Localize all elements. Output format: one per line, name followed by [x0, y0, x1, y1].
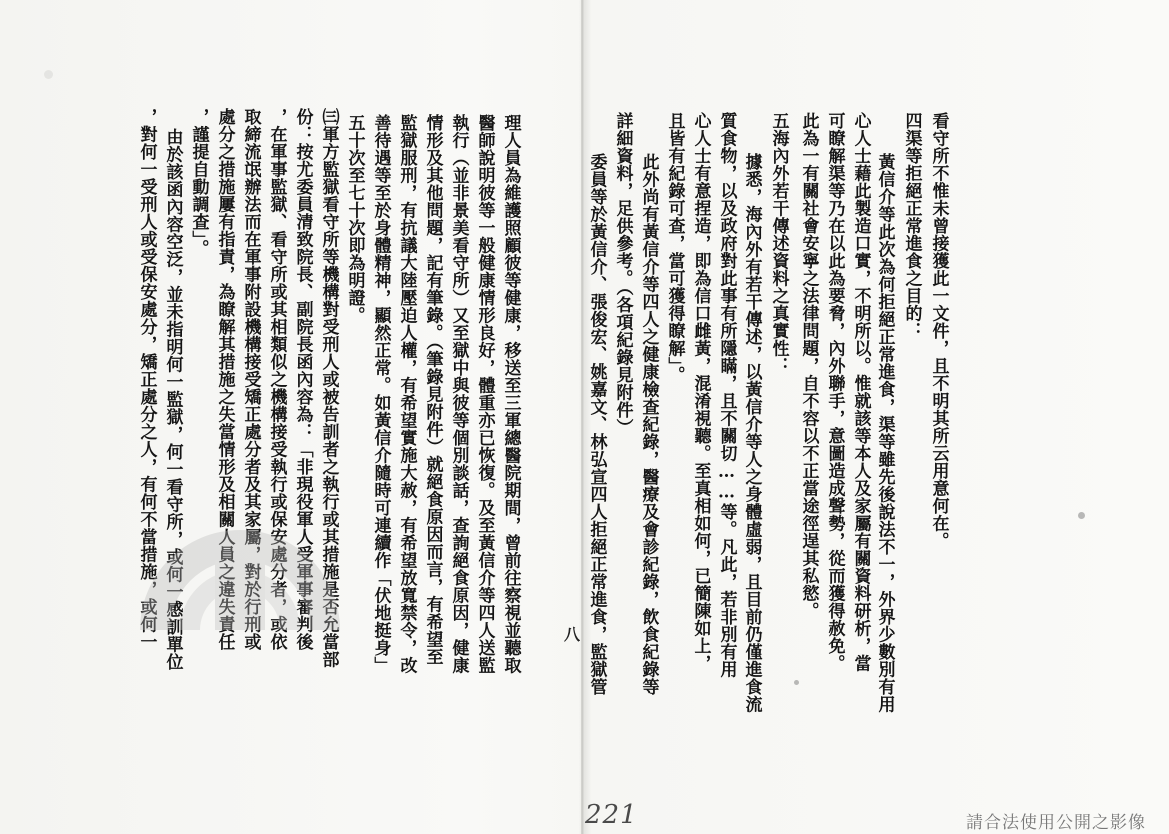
text-column: 監獄服刑，有抗議大陸壓迫人權，有希望實施大赦，有希望放寬禁令，改 — [396, 114, 417, 674]
text-column: 此外尚有黃信介等四人之健康檢查紀錄，醫療及會診紀錄，飲食紀錄等 — [638, 153, 659, 696]
text-column: 善待遇等至於身體精神，顯然正常。如黃信介隨時可連續作「伏地挺身」 — [370, 114, 391, 674]
faint-seal-watermark — [120, 520, 360, 640]
text-column: ，對何一受刑人或受保安處分，矯正處分之人，有何不當措施，或何一 — [136, 108, 157, 651]
handwritten-page-number: 221 — [585, 800, 638, 830]
text-column: 由於該函內容空泛，並未指明何一監獄，何一看守所，或何一感訓單位 — [162, 128, 183, 671]
text-column: 看守所不惟未曾接獲此一文件，且不明其所云用意何在。 — [928, 112, 949, 550]
left-page — [0, 0, 583, 834]
text-column: 情形及其他問題，記有筆錄。（筆錄見附件）就絕食原因而言，有希望至 — [422, 114, 443, 666]
scan-speck — [794, 680, 799, 685]
text-column: 處分之措施屢有指責，為瞭解其措施之失當情形及相關人員之違失責任 — [214, 108, 235, 651]
text-column: ，在軍事監獄、看守所或其相類似之機構接受執行或保安處分者，或依 — [266, 108, 287, 651]
text-column: 執行（並非景美看守所）又至獄中與彼等個別談話，查詢絕食原因，健康 — [448, 114, 469, 674]
right-page — [584, 0, 1169, 834]
text-column: 質食物，以及政府對此事有所隱瞞，且不關切……等。凡此，若非別有用 — [716, 112, 737, 678]
text-column: 可瞭解渠等乃在以此為要脅，內外聯手，意圖造成聲勢，從而獲得赦免。 — [824, 112, 845, 672]
section-heading: 五海內外若干傳述資料之真實性： — [768, 112, 789, 375]
text-column: 委員等於黃信介、張俊宏、姚嘉文、林弘宣四人拒絕正常進食，監獄管 — [586, 153, 607, 696]
text-column: 據悉，海內外有若干傳述，以黃信介等人之身體虛弱，且目前仍僅進食流 — [741, 153, 762, 713]
page-number: 八 — [564, 625, 581, 644]
scan-speck — [1078, 512, 1085, 519]
text-column: 理人員為維護照顧彼等健康，移送至三軍總醫院期間，曾前往察視並聽取 — [500, 114, 521, 674]
text-column: ，謹提自動調查」。 — [188, 108, 209, 257]
text-column: 取締流氓辦法而在軍事附設機構接受矯正處分者及其家屬，對於行刑或 — [240, 108, 261, 651]
text-column: 心人士有意捏造，即為信口雌黃，混淆視聽。至真相如何，已簡陳如上， — [690, 112, 711, 672]
section-heading: 四渠等拒絕正常進食之目的： — [901, 112, 922, 340]
usage-watermark: 請合法使用公開之影像 — [966, 813, 1146, 833]
text-column: 且皆有紀錄可查，當可獲得瞭解」。 — [664, 112, 685, 384]
text-column: 詳細資料，足供參考。（各項紀錄見附件） — [612, 112, 633, 436]
section-heading: ㈢軍方監獄看守所等機構對受刑人或被告訓者之執行或其措施是否允當部 — [318, 108, 339, 668]
text-column: 份：按尤委員清致院長、副院長函內容為：「非現役軍人受軍事審判後 — [292, 108, 313, 651]
text-column: 黃信介等此次為何拒絕正常進食，渠等雖先後說法不一，外界少數別有用 — [874, 153, 895, 713]
text-column: 心人士藉此製造口實，不明所以。惟就該等本人及家屬有關資料研析，當 — [850, 112, 871, 672]
scan-speck — [44, 70, 53, 79]
text-column: 此為一有關社會安寧之法律問題，自不容以不正當途徑逞其私慾。 — [798, 112, 819, 620]
text-column: 醫師說明彼等一般健康情形良好，體重亦已恢復。及至黃信介等四人送監 — [474, 114, 495, 674]
text-column: 五十次至七十次即為明證。 — [344, 114, 365, 324]
